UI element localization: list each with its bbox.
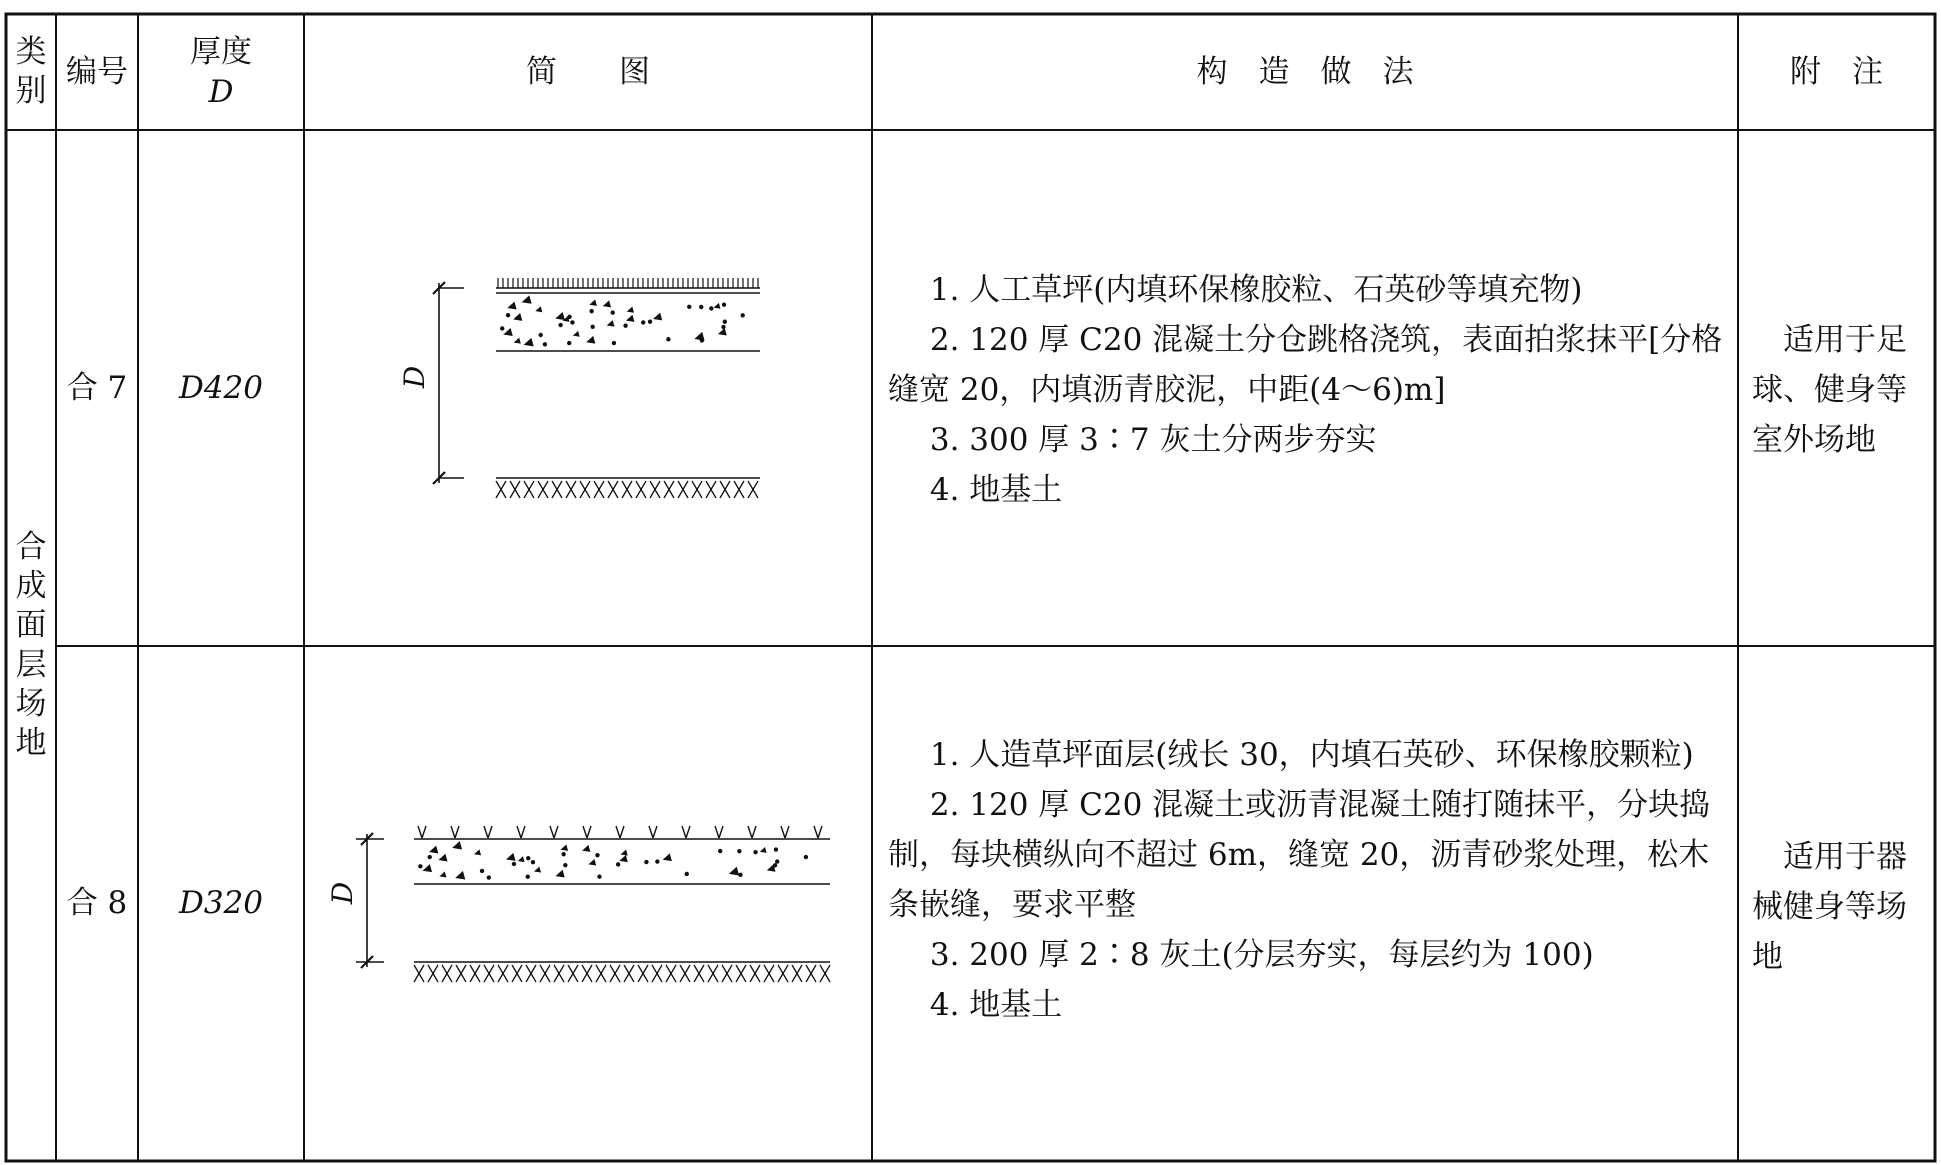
row1-concrete-aggregate <box>501 296 744 346</box>
row2-section-diagram <box>304 646 872 1161</box>
row2-grass-marks <box>418 826 822 838</box>
row1-method-item: 1. 人工草坪(内填环保橡胶粒、石英砂等填充物) <box>929 272 1583 308</box>
row1-method-item: 2. 120 厚 C20 混凝土分仓跳格浇筑，表面拍浆抹平[分格缝宽 20，内填沥青胶泥，中距(4～6)m] <box>888 322 1723 408</box>
header-category: 类 别 <box>15 33 47 109</box>
header-diagram: 简 图 <box>526 53 650 90</box>
header-method: 构 造 做 法 <box>1196 53 1414 90</box>
row2-method-item: 2. 120 厚 C20 混凝土或沥青混凝土随打随抹平，分块捣制，每块横纵向不超过 6m，缝宽 20，沥青砂浆处理，松木条嵌缝，要求平整 <box>888 787 1711 923</box>
row1-thickness: D420 <box>178 369 264 406</box>
row2-method-item: 4. 地基土 <box>929 987 1063 1023</box>
row2-method-item: 3. 200 厚 2∶8 灰土(分层夯实，每层约为 100) <box>929 937 1594 973</box>
row2-thickness: D320 <box>178 885 264 922</box>
row1-method-item: 4. 地基土 <box>929 472 1063 508</box>
row1-turf-hatching <box>498 278 758 288</box>
row1-ground-hatching <box>496 481 758 498</box>
row2-method-item: 1. 人造草坪面层(绒长 30，内填石英砂、环保橡胶颗粒) <box>929 737 1694 773</box>
row2-number: 合 8 <box>66 885 128 922</box>
row1-method <box>888 265 1728 515</box>
row1-section-diagram <box>304 130 872 646</box>
row1-method-item: 3. 300 厚 3∶7 灰土分两步夯实 <box>929 422 1377 458</box>
row2-ground-hatching <box>414 965 830 982</box>
header-number: 编 号 <box>66 53 128 90</box>
row2-concrete-aggregate <box>419 842 807 879</box>
row2-dimension-label: D <box>326 881 359 905</box>
row2-method <box>888 730 1728 1030</box>
row1-number: 合 7 <box>66 369 128 406</box>
row1-dimension-label: D <box>398 365 431 389</box>
header-note: 附 注 <box>1790 53 1883 90</box>
header-thickness: 厚度 D <box>190 33 252 110</box>
row1-note: 适用于足球、健身等室外场地 <box>1752 322 1907 458</box>
row2-note: 适用于器械健身等场地 <box>1752 839 1907 975</box>
category-label: 合 成 面 层 场 地 <box>15 529 47 761</box>
